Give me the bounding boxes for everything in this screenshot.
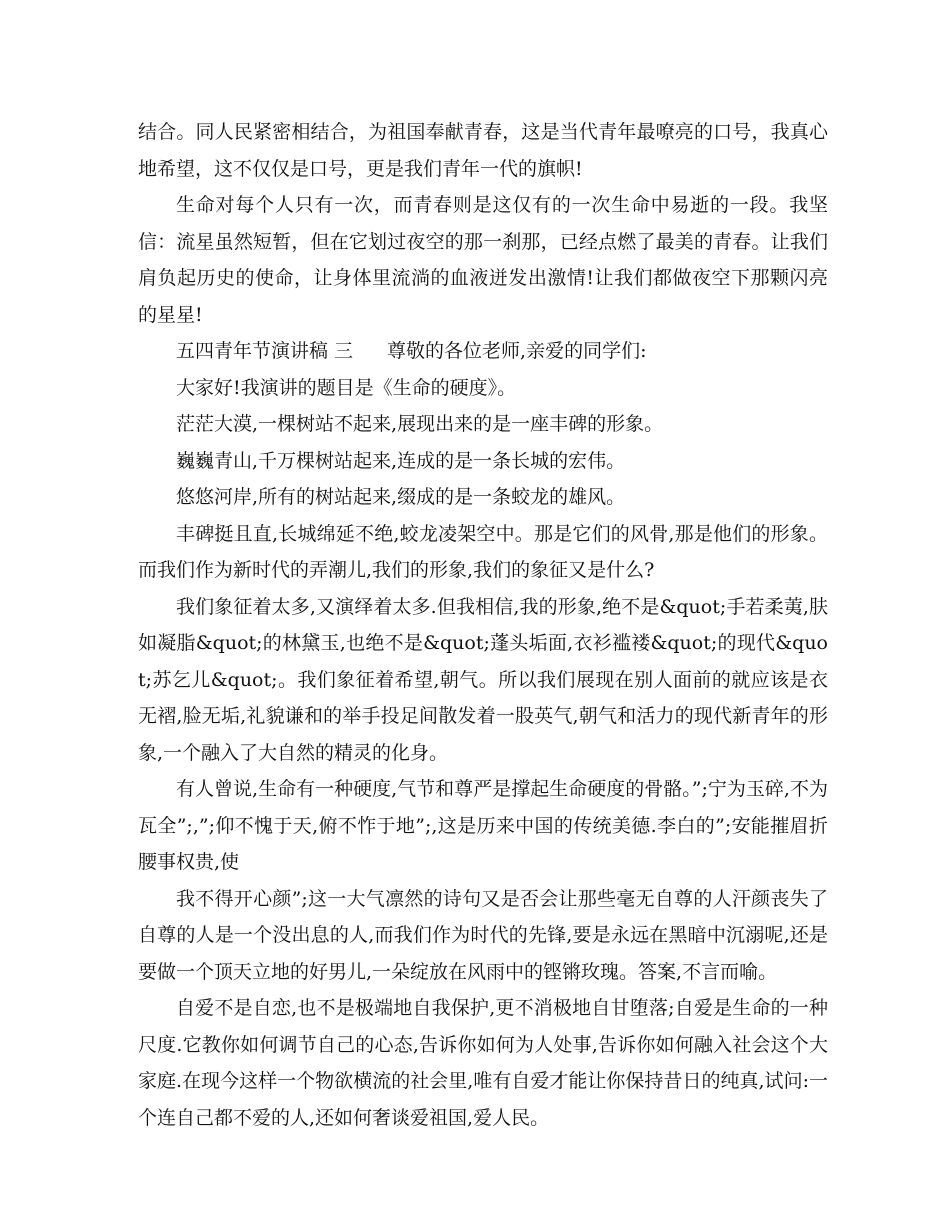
salutation: 尊敬的各位老师,亲爱的同学们: (387, 340, 647, 362)
paragraph-3 (138, 333, 828, 370)
speech-heading: 五四青年节演讲稿 三 (176, 340, 354, 362)
paragraph-1: 结合。同人民紧密相结合，为祖国奉献青春，这是当代青年最嘹亮的口号，我真心地希望，这不仅仅是口号，更是我们青年一代的旗帜! (138, 121, 828, 180)
paragraph-7: 悠悠河岸,所有的树站起来,缀成的是一条蛟龙的雄风。 (176, 486, 626, 508)
paragraph-10: 有人曾说,生命有一种硬度,气节和尊严是撑起生命硬度的骨骼。”;宁为玉碎,不为瓦全”;,”;仰不愧于天,俯不怍于地”;,这是历来中国的传统美德.李白的”;安能摧眉折腰事权贵,使 (138, 778, 828, 873)
paragraph-2: 生命对每个人只有一次，而青春则是这仅有的一次生命中易逝的一段。我坚信：流星虽然短暂，但在它划过夜空的那一刹那，已经点燃了最美的青春。让我们肩负起历史的使命，让身体里流淌的血液迸发出激情!让我们都做夜空下那颗闪亮的星星! (138, 194, 828, 326)
paragraph-6: 巍巍青山,千万棵树站起来,连成的是一条长城的宏伟。 (176, 449, 626, 472)
paragraph-5: 茫茫大漠,一棵树站不起来,展现出来的是一座丰碑的形象。 (176, 413, 664, 435)
document-body (138, 114, 828, 1136)
paragraph-8: 丰碑挺且直,长城绵延不绝,蛟龙凌架空中。那是它们的风骨,那是他们的形象。而我们作为新时代的弄潮儿,我们的形象,我们的象征又是什么? (138, 522, 828, 581)
paragraph-9: 我们象征着太多,又演绎着太多.但我相信,我的形象,绝不是&quot;手若柔荑,肤如凝脂&quot;的林黛玉,也绝不是&quot;蓬头垢面,衣衫褴褛&quot;的现代&quot;苏乞儿&quot;。我们象征着希望,朝气。所以我们展现在别人面前的就应该是衣无褶,脸无垢,礼貌谦和的举手投足间散发着一股英气,朝气和活力的现代新青年的形象,一个融入了大自然的精灵的化身。 (138, 595, 828, 764)
paragraph-4: 大家好!我演讲的题目是《生命的硬度》。 (176, 376, 517, 399)
paragraph-12: 自爱不是自恋,也不是极端地自我保护,更不消极地自甘堕落;自爱是生命的一种尺度.它教你如何调节自己的心态,告诉你如何为人处事,告诉你如何融入社会这个大家庭.在现今这样一个物欲横流的社会里,唯有自爱才能让你保持昔日的纯真,试问:一个连自己都不爱的人,还如何奢谈爱祖国,爱人民。 (138, 997, 828, 1129)
paragraph-11: 我不得开心颜”;这一大气凛然的诗句又是否会让那些毫无自尊的人汗颜丧失了自尊的人是一个没出息的人,而我们作为时代的先锋,要是永远在黑暗中沉溺呢,还是要做一个顶天立地的好男儿,一朵绽放在风雨中的铿锵玫瑰。答案,不言而喻。 (138, 887, 828, 983)
